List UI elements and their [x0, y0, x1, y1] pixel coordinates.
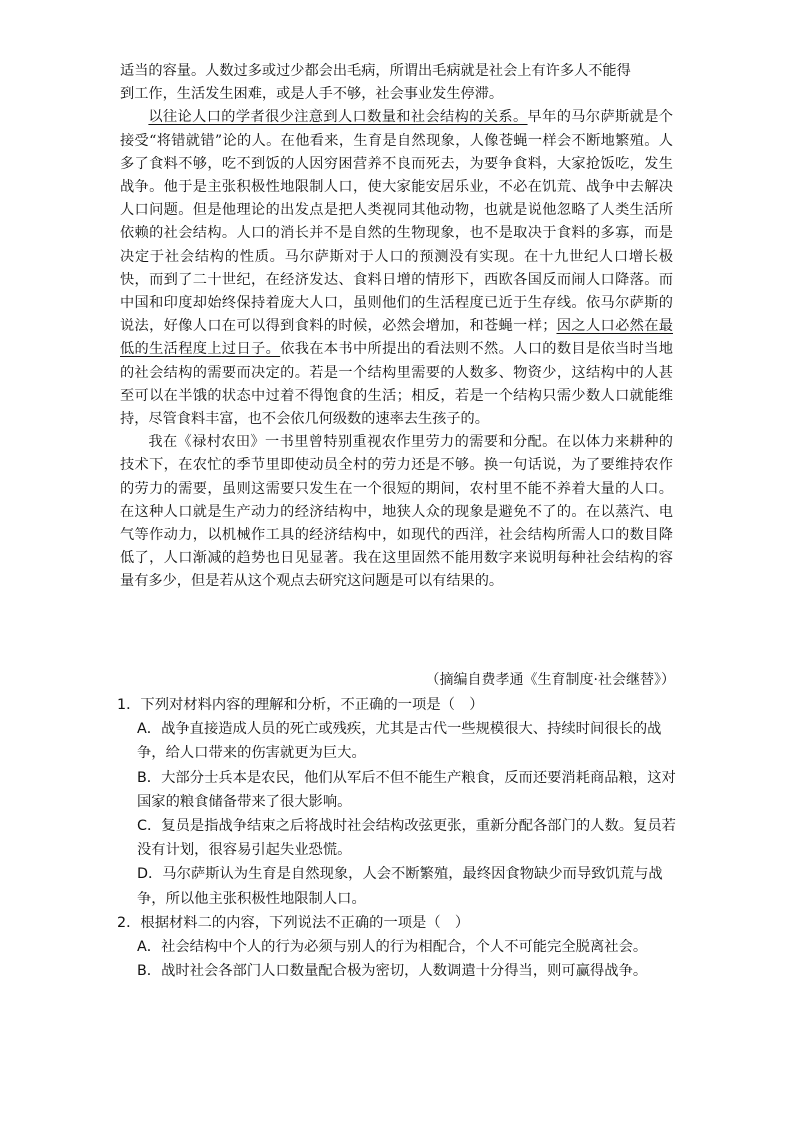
question-stem: 2．根据材料二的内容，下列说法不正确的一项是（ ） [117, 914, 470, 931]
source-citation: （摘编自费孝通《生育制度·社会继替》） [425, 672, 675, 688]
passage-line: 到工作，生活发生困难，或是人手不够，社会事业发生停滞。 [120, 86, 504, 103]
answer-option: D．马尔萨斯认为生育是自然现象，人会不断繁殖，最终因食物缺少而导致饥荒与战争，所以他主张积极性地限制人口。 [137, 866, 663, 907]
passage-paragraph-3: 我在《禄村农田》一书里曾特别重视农作里劳力的需要和分配。在以体力来耕种的技术下，在农忙的季节里即使动员全村的劳力还是不够。换一句话说，为了要维持农作的劳力的需要，虽则这需要只发生在一个很短的期间，农村里不能不养着大量的人口。在这种人口就是生产动力的经济结构中，地狭人众的现象是避免不了的。在以蒸汽、电气等作动力，以机械作工具的经济结构中，如现代的西洋，社会结构所需人口的数目降低了，人口渐减的趋势也日见显著。我在这里固然不能用数字来说明每种社会结构的容量有多少，但是若从这个观点去研究这问题是可以有结果的。 [120, 434, 673, 590]
question-stem: 1．下列对材料内容的理解和分析，不正确的一项是（ ） [117, 697, 484, 713]
passage-line: 适当的容量。人数过多或过少都会出毛病，所谓出毛病就是社会上有许多人不能得 [120, 63, 631, 79]
passage-paragraph-1 [120, 60, 673, 106]
passage-text: 早年的马尔萨斯就是个接受“将错就错”论的人。在他看来，生育是自然现象，人像苍蝇一样会不断地繁殖。人多了食料不够，吃不到饭的人因穷困营养不良而死去，为要争食料，大家抢饭吃，发生战争。他于是主张积极性地限制人口，使大家能安居乐业，不必在饥荒、战争中去解决人口问题。但是他理论的出发点是把人类视同其他动物，也就是说他忽略了人类生活所依赖的社会结构。人口的消长并不是自然的生物现象，也不是取决于食料的多寡，而是决定于社会结构的性质。马尔萨斯对于人口的预测没有实现。在十九世纪人口增长极快，而到了二十世纪，在经济发达、食料日增的情形下，西欧各国反而闹人口降落。而中国和印度却始终保持着庞大人口，虽则他们的生活程度已近于生存线。依马尔萨斯的说法，好像人口在可以得到食料的时候，必然会增加，和苍蝇一样； [120, 109, 673, 335]
underlined-sentence: 因之人口必然在最低的生活程度上过日子。 [120, 318, 673, 358]
reading-passage [120, 60, 673, 594]
question-list [117, 693, 677, 983]
underlined-sentence: 以往论人口的学者很少注意到人口数量和社会结构的关系。 [148, 109, 528, 126]
passage-paragraph-2 [120, 106, 673, 431]
answer-option: B．战时社会各部门人口数量配合极为密切，人数调遣十分得当，则可赢得战争。 [137, 963, 648, 980]
answer-option: B．大部分士兵本是农民，他们从军后不但不能生产粮食，反而还要消耗商品粮，这对国家的粮食储备带来了很大影响。 [137, 769, 676, 810]
answer-option: A．社会结构中个人的行为必须与别人的行为相配合，个人不可能完全脱离社会。 [137, 939, 648, 956]
answer-option: A．战争直接造成人员的死亡或残疾，尤其是古代一些规模很大、持续时间很长的战争，给人口带来的伤害就更为巨大。 [137, 721, 662, 762]
passage-text: 依我在本书中所提出的看法则不然。人口的数目是依当时当地的社会结构的需要而决定的。若是一个结构里需要的人数多、物资少，这结构中的人甚至可以在半饿的状态中过着不得饱食的生活；相反，若是一个结构只需少数人口就能维持，尽管食料丰富，也不会依几何级数的速率去生孩子的。 [120, 341, 673, 428]
answer-option: C．复员是指战争结束之后将战时社会结构改弦更张，重新分配各部门的人数。复员若没有计划，很容易引起失业恐慌。 [137, 818, 676, 859]
